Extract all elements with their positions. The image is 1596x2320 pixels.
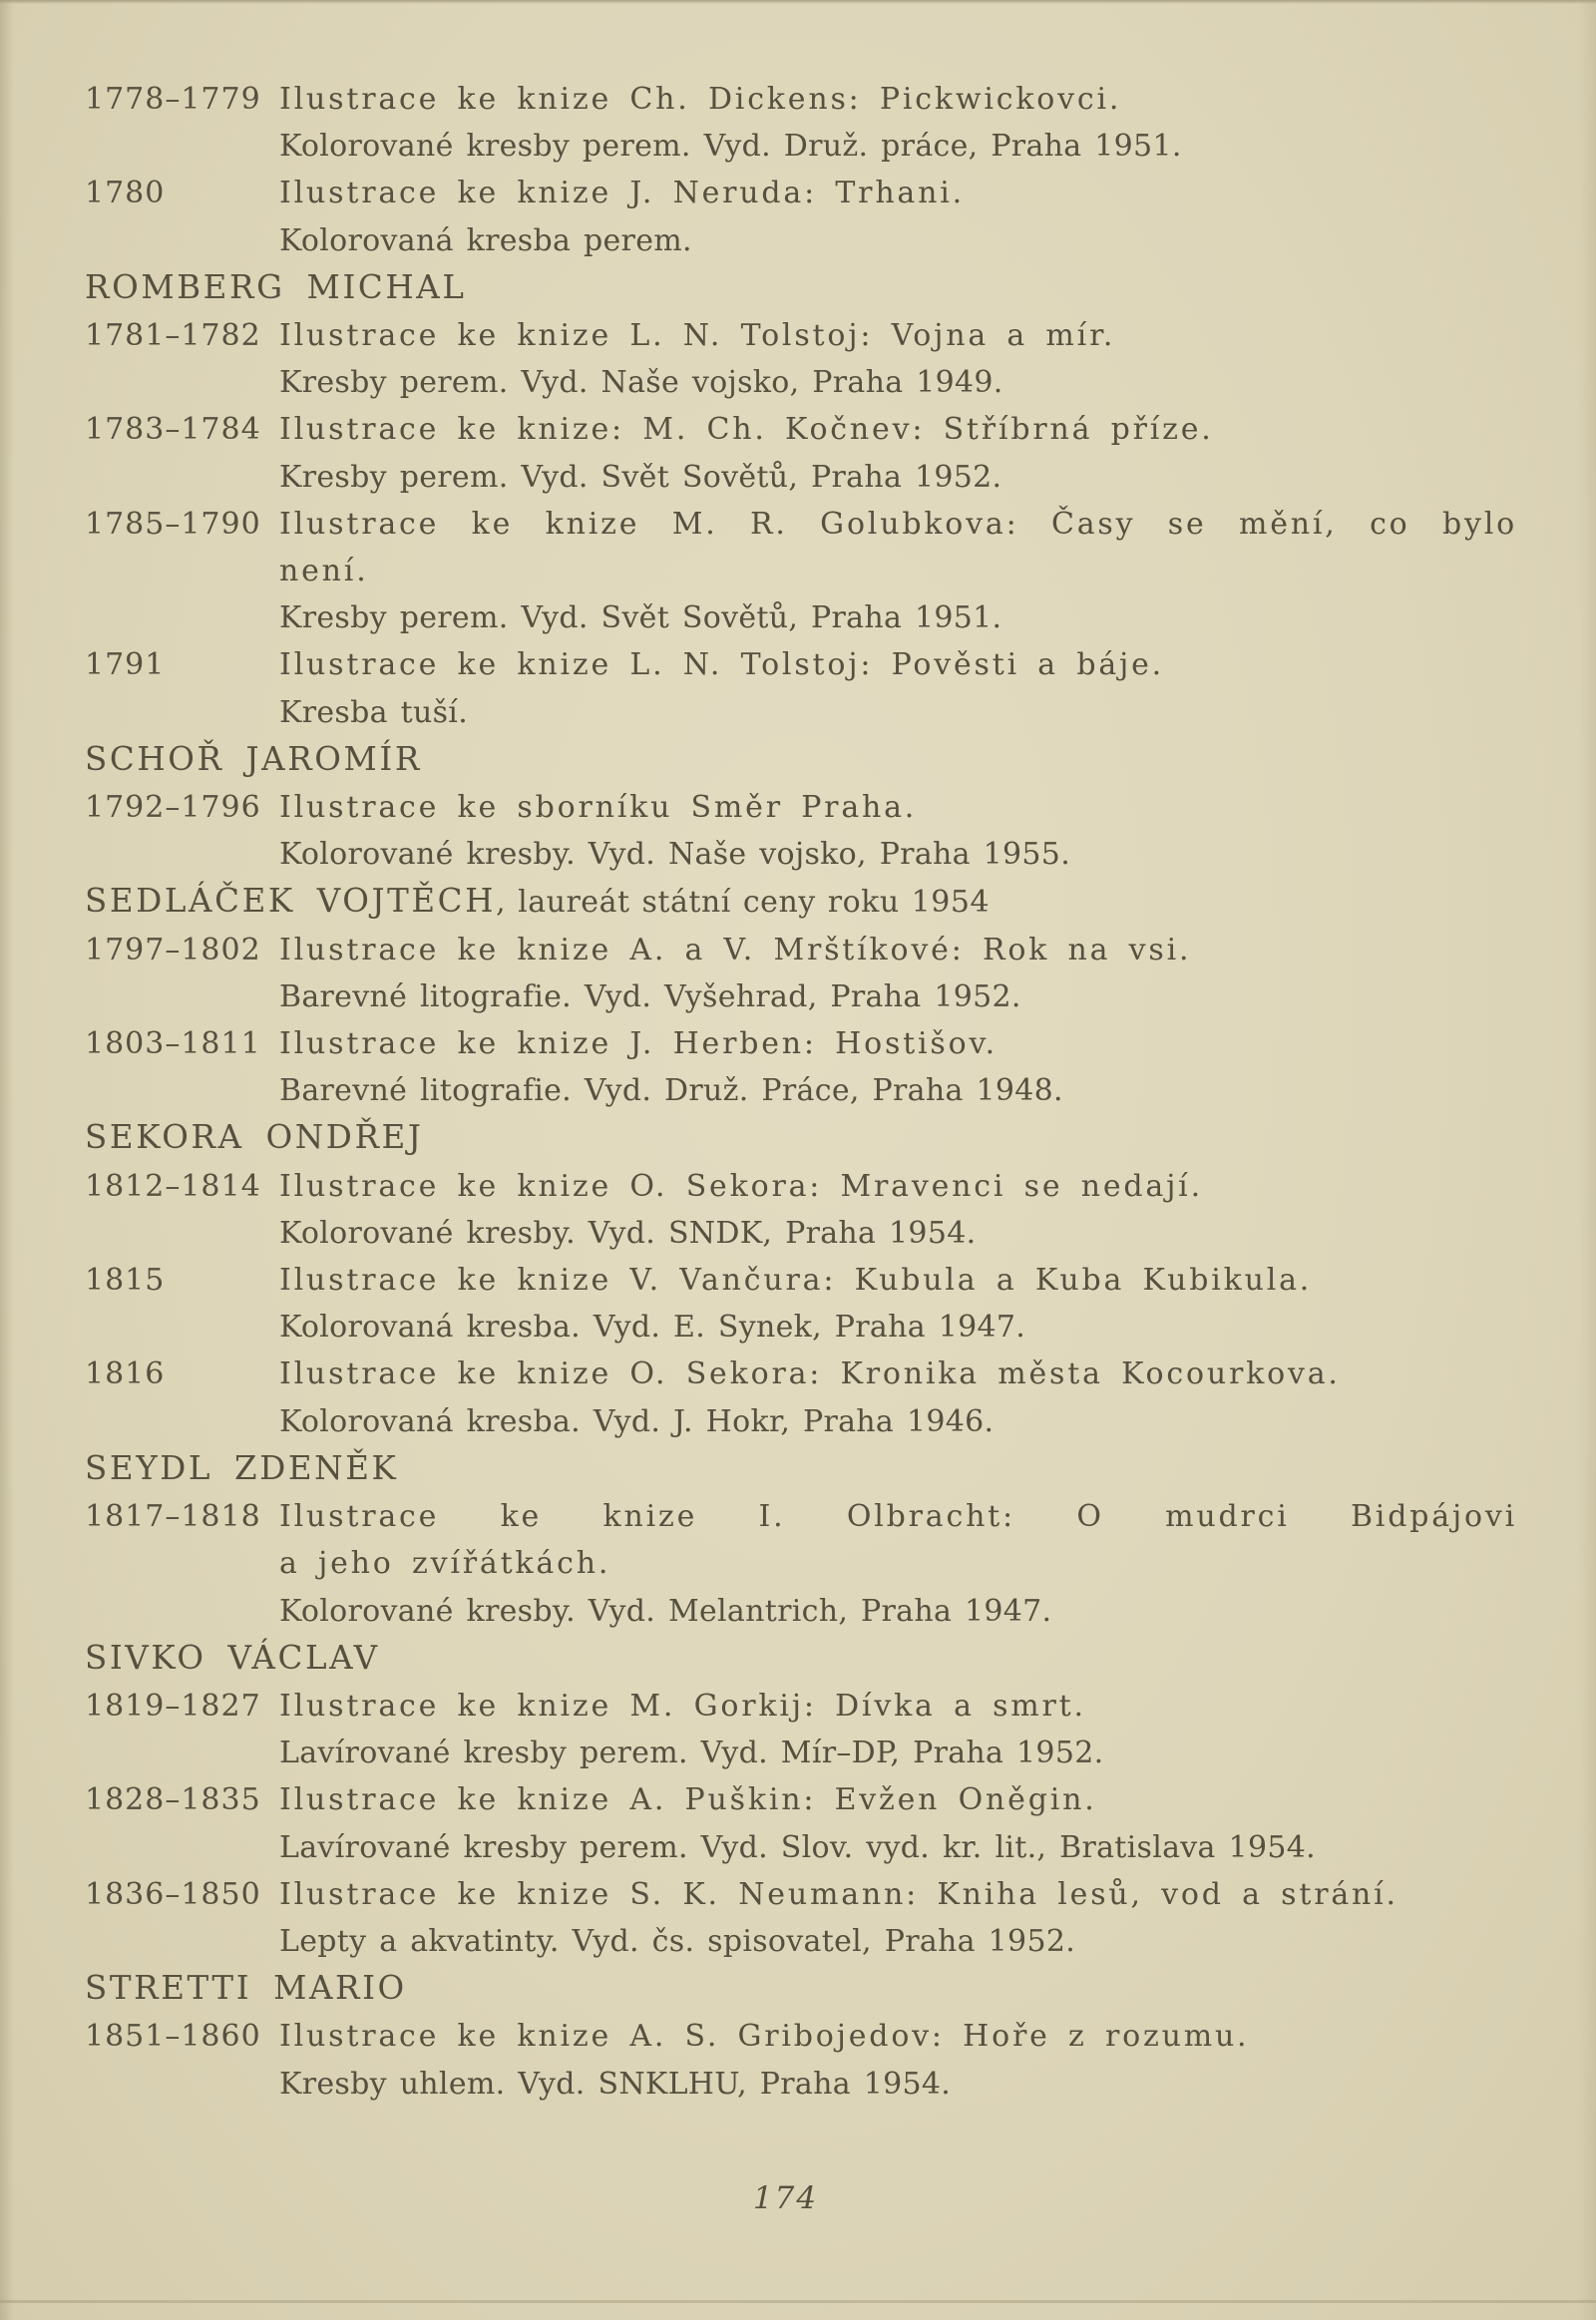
catalog-entry	[85, 1683, 1517, 1776]
artist-heading-suffix: , laureát státní ceny roku 1954	[496, 885, 991, 921]
catalog-list	[85, 76, 1517, 2108]
entry-title	[279, 1871, 1517, 1918]
entry-technique-publisher: Kresby perem. Vyd. Svět Sovětů, Praha 1951.	[279, 600, 1002, 636]
entry-technique-publisher: Kolorovaná kresba. Vyd. J. Hokr, Praha 1946.	[279, 1403, 995, 1439]
entry-technique-publisher: Kolorovaná kresba perem.	[279, 222, 692, 258]
entry-title	[279, 1776, 1517, 1823]
artist-heading	[85, 1114, 1517, 1162]
title-line: Ilustrace ke knize M. Gorkij: Dívka a smrt.	[279, 1688, 1086, 1724]
artist-heading	[85, 878, 1517, 926]
entry-title	[279, 1493, 1517, 1587]
page-edge-shadow-bottom	[0, 2300, 1596, 2303]
entry-technique-publisher: Kolorované kresby. Vyd. SNDK, Praha 1954.	[279, 1215, 977, 1251]
entry-number-range: 1851–1860	[85, 2019, 261, 2055]
catalog-entry	[85, 1871, 1517, 1965]
entry-number-range: 1780	[85, 176, 166, 211]
title-line: Ilustrace ke knize A. S. Gribojedov: Hoře z rozumu.	[279, 2019, 1250, 2055]
entry-number-range: 1783–1784	[85, 412, 261, 448]
catalog-entry	[85, 312, 1517, 406]
artist-name: STRETTI MARIO	[85, 1969, 407, 2008]
title-line: Ilustrace ke knize: M. Ch. Kočnev: Stříbrná příze.	[279, 412, 1214, 448]
artist-name: SCHOŘ JAROMÍR	[85, 739, 422, 778]
title-line: Ilustrace ke knize O. Sekora: Mravenci se nedají.	[279, 1168, 1203, 1204]
entry-technique-publisher: Kolorované kresby. Vyd. Naše vojsko, Praha 1955.	[279, 837, 1071, 873]
catalog-entry	[85, 1020, 1517, 1114]
catalog-entry	[85, 784, 1517, 878]
entry-title	[279, 641, 1517, 688]
entry-title	[279, 1683, 1517, 1730]
entry-title	[279, 170, 1517, 216]
title-line: Ilustrace ke knize I. Olbracht: O mudrci Bidpájovi	[279, 1499, 1517, 1535]
entry-number-range: 1817–1818	[85, 1499, 261, 1535]
title-line: Ilustrace ke knize L. N. Tolstoj: Vojna a mír.	[279, 318, 1116, 354]
artist-name: SEDLÁČEK VOJTĚCH	[85, 882, 497, 921]
artist-heading	[85, 1445, 1517, 1493]
entry-technique-publisher: Kresby uhlem. Vyd. SNKLHU, Praha 1954.	[279, 2066, 952, 2102]
entry-technique-publisher: Kolorované kresby perem. Vyd. Druž. práce, Praha 1951.	[279, 129, 1182, 165]
title-line: není.	[279, 554, 369, 589]
entry-title	[279, 2013, 1517, 2060]
page-edge-shadow-top	[0, 0, 1596, 4]
entry-technique-publisher: Kresby perem. Vyd. Naše vojsko, Praha 1949.	[279, 365, 1003, 401]
title-line: Ilustrace ke knize M. R. Golubkova: Časy se mění, co bylo	[279, 506, 1517, 542]
entry-technique-publisher: Kresby perem. Vyd. Svět Sovětů, Praha 1952.	[279, 459, 1002, 495]
entry-number-range: 1781–1782	[85, 318, 261, 354]
entry-title	[279, 312, 1517, 359]
entry-number-range: 1803–1811	[85, 1026, 261, 1062]
catalog-entry	[85, 76, 1517, 170]
entry-technique-publisher: Lavírované kresby perem. Vyd. Mír–DP, Praha 1952.	[279, 1736, 1104, 1771]
entry-number-range: 1836–1850	[85, 1876, 261, 1912]
entry-technique-publisher: Kresba tuší.	[279, 694, 469, 730]
title-line: Ilustrace ke knize J. Herben: Hostišov.	[279, 1026, 998, 1062]
catalog-entry	[85, 1351, 1517, 1444]
artist-heading	[85, 736, 1517, 784]
entry-title	[279, 501, 1517, 594]
entry-title	[279, 76, 1517, 123]
title-line: Ilustrace ke knize J. Neruda: Trhani.	[279, 176, 965, 211]
catalog-entry	[85, 1493, 1517, 1635]
entry-technique-publisher: Barevné litografie. Vyd. Vyšehrad, Praha 1952.	[279, 978, 1021, 1014]
page-edge-shadow-right	[1578, 0, 1596, 2320]
entry-technique-publisher: Kolorovaná kresba. Vyd. E. Synek, Praha 1947.	[279, 1310, 1026, 1346]
entry-number-range: 1778–1779	[85, 82, 261, 117]
entry-number-range: 1828–1835	[85, 1782, 261, 1818]
catalog-entry	[85, 170, 1517, 263]
catalog-entry	[85, 406, 1517, 500]
artist-heading	[85, 1635, 1517, 1683]
page-edge-shadow-left	[0, 0, 14, 2320]
entry-technique-publisher: Kolorované kresby. Vyd. Melantrich, Praha 1947.	[279, 1593, 1052, 1629]
entry-number-range: 1797–1802	[85, 932, 261, 967]
entry-technique-publisher: Lepty a akvatinty. Vyd. čs. spisovatel, Praha 1952.	[279, 1923, 1076, 1959]
entry-title	[279, 1257, 1517, 1304]
title-line: Ilustrace ke knize A. Puškin: Evžen Oněgin.	[279, 1782, 1097, 1818]
catalog-entry	[85, 2013, 1517, 2107]
entry-title	[279, 1351, 1517, 1397]
title-line: Ilustrace ke knize O. Sekora: Kronika města Kocourkova.	[279, 1356, 1341, 1392]
entry-number-range: 1785–1790	[85, 506, 261, 542]
entry-title	[279, 1020, 1517, 1067]
artist-name: SEKORA ONDŘEJ	[85, 1118, 424, 1157]
catalog-entry	[85, 1163, 1517, 1257]
title-line: Ilustrace ke knize V. Vančura: Kubula a Kuba Kubikula.	[279, 1263, 1313, 1299]
artist-name: ROMBERG MICHAL	[85, 267, 467, 306]
entry-title	[279, 927, 1517, 973]
title-line: Ilustrace ke knize Ch. Dickens: Pickwickovci.	[279, 82, 1122, 117]
entry-technique-publisher: Lavírované kresby perem. Vyd. Slov. vyd. kr. lit., Bratislava 1954.	[279, 1829, 1316, 1865]
artist-heading	[85, 264, 1517, 312]
page-number: 174	[752, 2180, 819, 2216]
entry-number-range: 1792–1796	[85, 790, 261, 826]
entry-number-range: 1815	[85, 1263, 166, 1299]
artist-name: SEYDL ZDENĚK	[85, 1448, 399, 1487]
entry-title	[279, 406, 1517, 453]
entry-number-range: 1791	[85, 647, 166, 683]
entry-number-range: 1816	[85, 1356, 166, 1392]
entry-number-range: 1819–1827	[85, 1688, 261, 1724]
artist-heading	[85, 1965, 1517, 2013]
title-line: a jeho zvířátkách.	[279, 1546, 611, 1582]
artist-name: SIVKO VÁCLAV	[85, 1638, 380, 1677]
entry-title	[279, 784, 1517, 831]
title-line: Ilustrace ke knize L. N. Tolstoj: Pověsti a báje.	[279, 647, 1165, 683]
catalog-entry	[85, 501, 1517, 642]
entry-number-range: 1812–1814	[85, 1168, 261, 1204]
title-line: Ilustrace ke sborníku Směr Praha.	[279, 790, 918, 826]
title-line: Ilustrace ke knize S. K. Neumann: Kniha lesů, vod a strání.	[279, 1876, 1398, 1912]
title-line: Ilustrace ke knize A. a V. Mrštíkové: Rok na vsi.	[279, 932, 1192, 967]
catalog-entry	[85, 1776, 1517, 1870]
entry-title	[279, 1163, 1517, 1210]
catalog-entry	[85, 641, 1517, 735]
catalog-entry	[85, 927, 1517, 1020]
entry-technique-publisher: Barevné litografie. Vyd. Druž. Práce, Praha 1948.	[279, 1073, 1063, 1109]
catalog-entry	[85, 1257, 1517, 1351]
